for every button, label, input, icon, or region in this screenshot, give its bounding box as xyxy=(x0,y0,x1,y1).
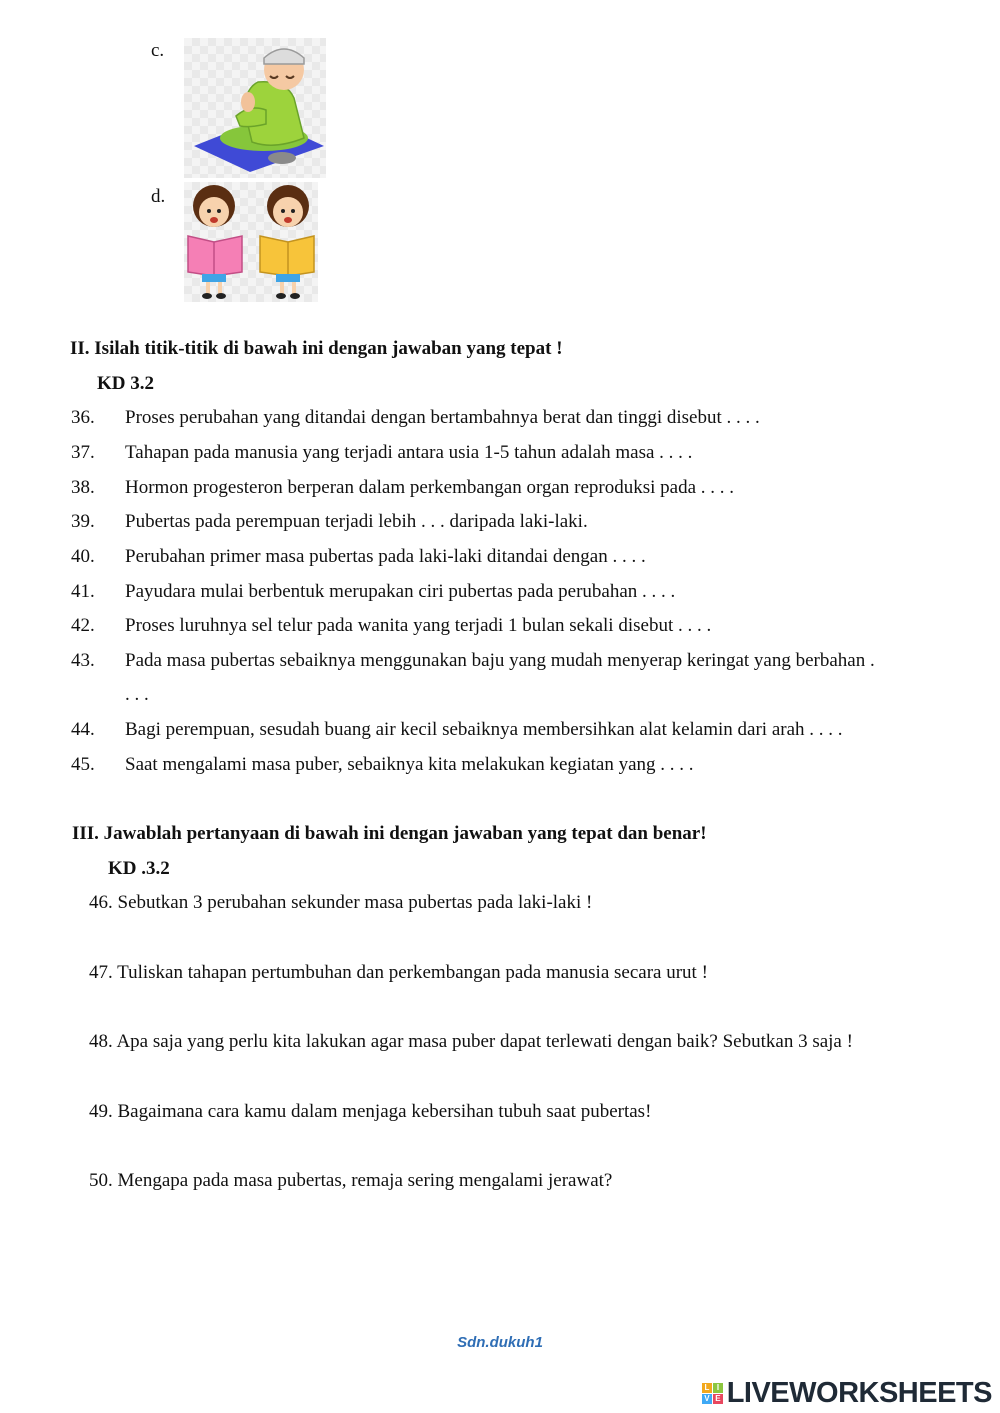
mark-letter: V xyxy=(702,1394,712,1404)
section-2-heading: II. Isilah titik-titik di bawah ini dengan jawaban yang tepat ! xyxy=(70,338,563,359)
option-d-letter: d. xyxy=(151,186,166,207)
section-2-kd: KD 3.2 xyxy=(97,373,154,394)
essay-question-46: 46. Sebutkan 3 perubahan sekunder masa pubertas pada laki-laki ! xyxy=(89,892,593,913)
option-c-letter: c. xyxy=(151,40,165,61)
question-text: Saat mengalami masa puber, sebaiknya kita melakukan kegiatan yang . . . . xyxy=(125,754,694,775)
question-number: 45. xyxy=(71,754,95,775)
question-text: Pubertas pada perempuan terjadi lebih . . . daripada laki-laki. xyxy=(125,511,588,532)
question-number: 42. xyxy=(71,615,95,636)
question-text: Perubahan primer masa pubertas pada laki-laki ditandai dengan . . . . xyxy=(125,546,646,567)
essay-question-50: 50. Mengapa pada masa pubertas, remaja sering mengalami jerawat? xyxy=(89,1170,613,1191)
question-text: Proses luruhnya sel telur pada wanita yang terjadi 1 bulan sekali disebut . . . . xyxy=(125,615,712,636)
question-43-continuation: . . . xyxy=(125,684,149,705)
praying-child-illustration xyxy=(184,38,326,178)
question-number: 43. xyxy=(71,650,95,671)
mark-letter: L xyxy=(702,1383,712,1393)
reading-children-illustration xyxy=(184,182,318,302)
essay-question-49: 49. Bagaimana cara kamu dalam menjaga kebersihan tubuh saat pubertas! xyxy=(89,1101,652,1122)
question-text: Proses perubahan yang ditandai dengan bertambahnya berat dan tinggi disebut . . . . xyxy=(125,407,760,428)
essay-question-47: 47. Tuliskan tahapan pertumbuhan dan perkembangan pada manusia secara urut ! xyxy=(89,962,708,983)
question-number: 37. xyxy=(71,442,95,463)
mark-letter: E xyxy=(713,1394,723,1404)
question-text: Tahapan pada manusia yang terjadi antara usia 1-5 tahun adalah masa . . . . xyxy=(125,442,693,463)
question-text: Payudara mulai berbentuk merupakan ciri pubertas pada perubahan . . . . xyxy=(125,581,676,602)
question-number: 41. xyxy=(71,581,95,602)
liveworksheets-logo[interactable] xyxy=(702,1376,992,1410)
reading-children-image xyxy=(184,182,318,302)
question-text: Bagi perempuan, sesudah buang air kecil sebaiknya membersihkan alat kelamin dari arah . . . . xyxy=(125,719,843,740)
question-text: Pada masa pubertas sebaiknya menggunakan baju yang mudah menyerap keringat yang berbahan . xyxy=(125,650,875,671)
liveworksheets-wordmark: LIVEWORKSHEETS xyxy=(726,1376,992,1409)
section-3-heading: III. Jawablah pertanyaan di bawah ini dengan jawaban yang tepat dan benar! xyxy=(72,823,707,844)
section-3-kd: KD .3.2 xyxy=(108,858,170,879)
question-number: 38. xyxy=(71,477,95,498)
mark-letter: I xyxy=(713,1383,723,1393)
liveworksheets-mark-icon xyxy=(702,1383,723,1404)
praying-child-image xyxy=(184,38,326,178)
footer-school-name: Sdn.dukuh1 xyxy=(457,1334,543,1351)
question-number: 36. xyxy=(71,407,95,428)
question-number: 44. xyxy=(71,719,95,740)
question-text: Hormon progesteron berperan dalam perkembangan organ reproduksi pada . . . . xyxy=(125,477,735,498)
question-number: 39. xyxy=(71,511,95,532)
question-number: 40. xyxy=(71,546,95,567)
essay-question-48: 48. Apa saja yang perlu kita lakukan agar masa puber dapat terlewati dengan baik? Sebutkan 3 saja ! xyxy=(89,1031,853,1052)
